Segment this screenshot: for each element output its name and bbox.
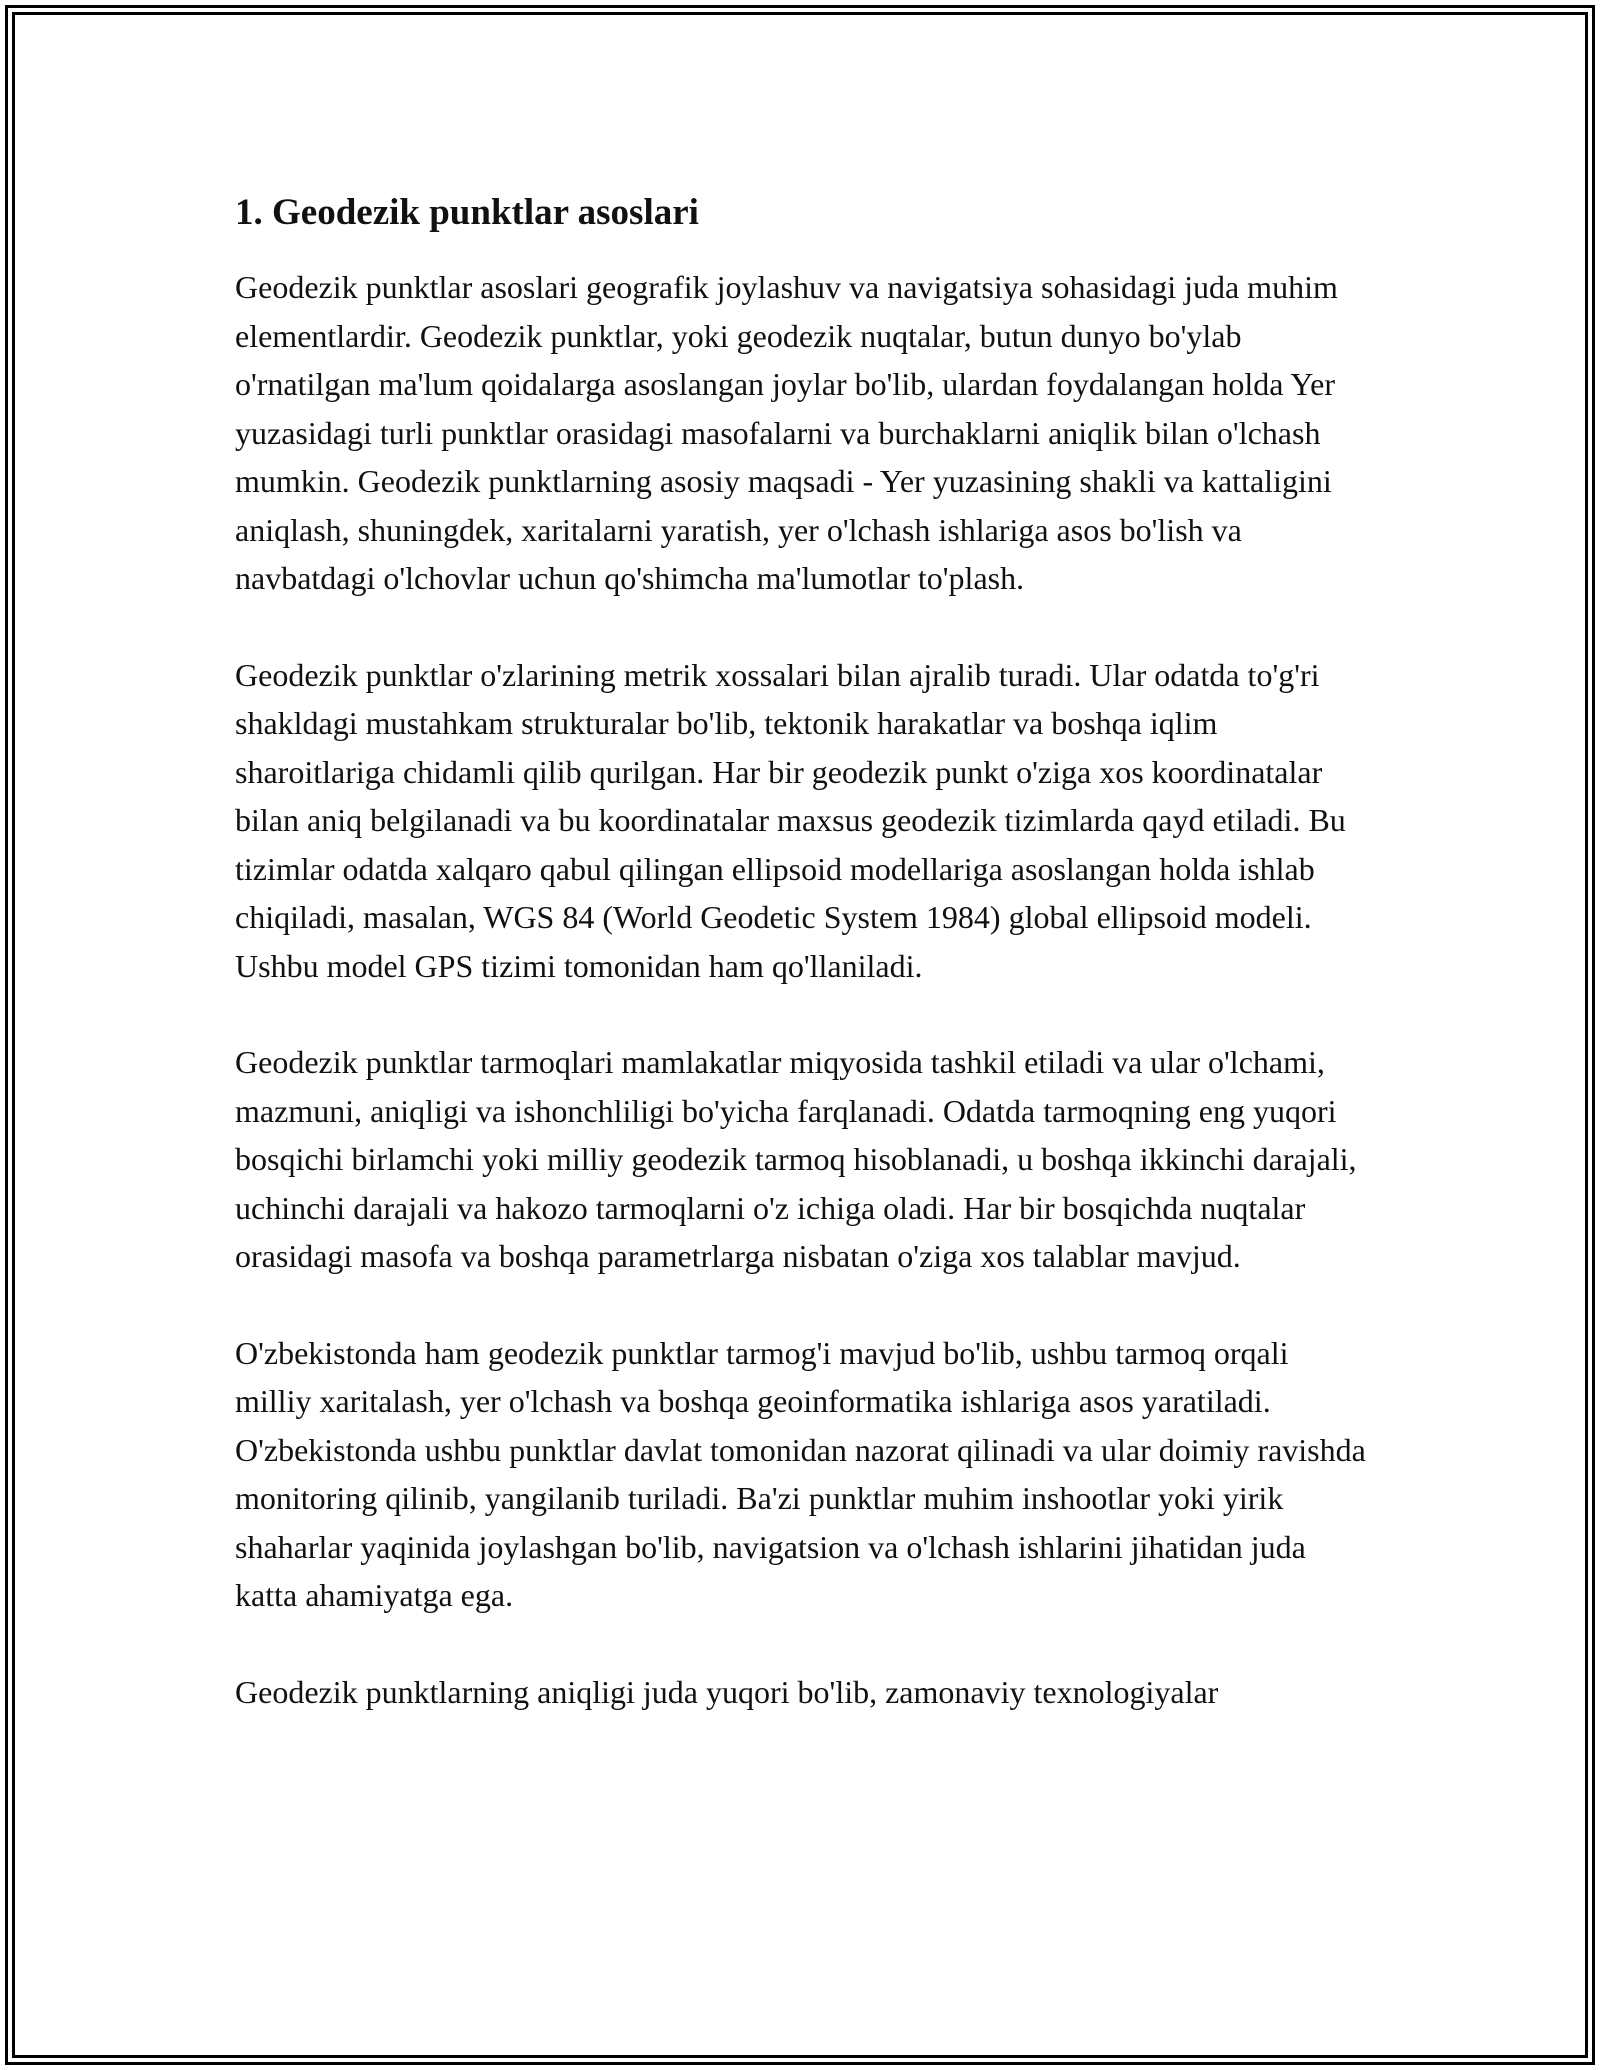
paragraph-4: O'zbekistonda ham geodezik punktlar tarmog'i mavjud bo'lib, ushbu tarmoq orqali milliy xaritalash, yer o'lchash va boshqa geoinformatika ishlariga asos yaratiladi. O'zbekistonda ushbu punktlar davlat tomonidan nazorat qilinadi va ular doimiy ravishda monitoring qilinib, yangilanib turiladi. Ba'zi punktlar muhim inshootlar yoki yirik shaharlar yaqinida joylashgan bo'lib, navigatsion va o'lchash ishlarini jihatidan juda katta ahamiyatga ega. [235,1334,1366,1613]
document-body [235,185,1370,1764]
page-title: 1. Geodezik punktlar asoslari [235,192,699,233]
paragraph-2: Geodezik punktlar o'zlarining metrik xossalari bilan ajralib turadi. Ular odatda to'g'ri shakldagi mustahkam strukturalar bo'lib, tektonik harakatlar va boshqa iqlim sharoitlariga chidamli qilib qurilgan. Har bir geodezik punkt o'ziga xos koordinatalar bilan aniq belgilanadi va bu koordinatalar maxsus geodezik tizimlarda qayd etiladi. Bu tizimlar odatda xalqaro qabul qilingan ellipsoid modellariga asoslangan holda ishlab chiqiladi, masalan, WGS 84 (World Geodetic System 1984) global ellipsoid modeli. Ushbu model GPS tizimi tomonidan ham qo'llaniladi. [235,656,1346,984]
paragraph-3: Geodezik punktlar tarmoqlari mamlakatlar miqyosida tashkil etiladi va ular o'lchami, mazmuni, aniqligi va ishonchliligi bo'yicha farqlanadi. Odatda tarmoqning eng yuqori bosqichi birlamchi yoki milliy geodezik tarmoq hisoblanadi, u boshqa ikkinchi darajali, uchinchi darajali va hakozo tarmoqlarni o'z ichiga oladi. Har bir bosqichda nuqtalar orasidagi masofa va boshqa parametrlarga nisbatan o'ziga xos talablar mavjud. [235,1044,1357,1274]
paragraph-5: Geodezik punktlarning aniqligi juda yuqori bo'lib, zamonaviy texnologiyalar [235,1673,1219,1710]
paragraph-1: Geodezik punktlar asoslari geografik joylashuv va navigatsiya sohasidagi juda muhim elementlardir. Geodezik punktlar, yoki geodezik nuqtalar, butun dunyo bo'ylab o'rnatilgan ma'lum qoidalarga asoslangan joylar bo'lib, ulardan foydalangan holda Yer yuzasidagi turli punktlar orasidagi masofalarni va burchaklarni aniqlik bilan o'lchash mumkin. Geodezik punktlarning asosiy maqsadi - Yer yuzasining shakli va kattaligini aniqlash, shuningdek, xaritalarni yaratish, yer o'lchash ishlariga asos bo'lish va navbatdagi o'lchovlar uchun qo'shimcha ma'lumotlar to'plash. [235,269,1338,596]
